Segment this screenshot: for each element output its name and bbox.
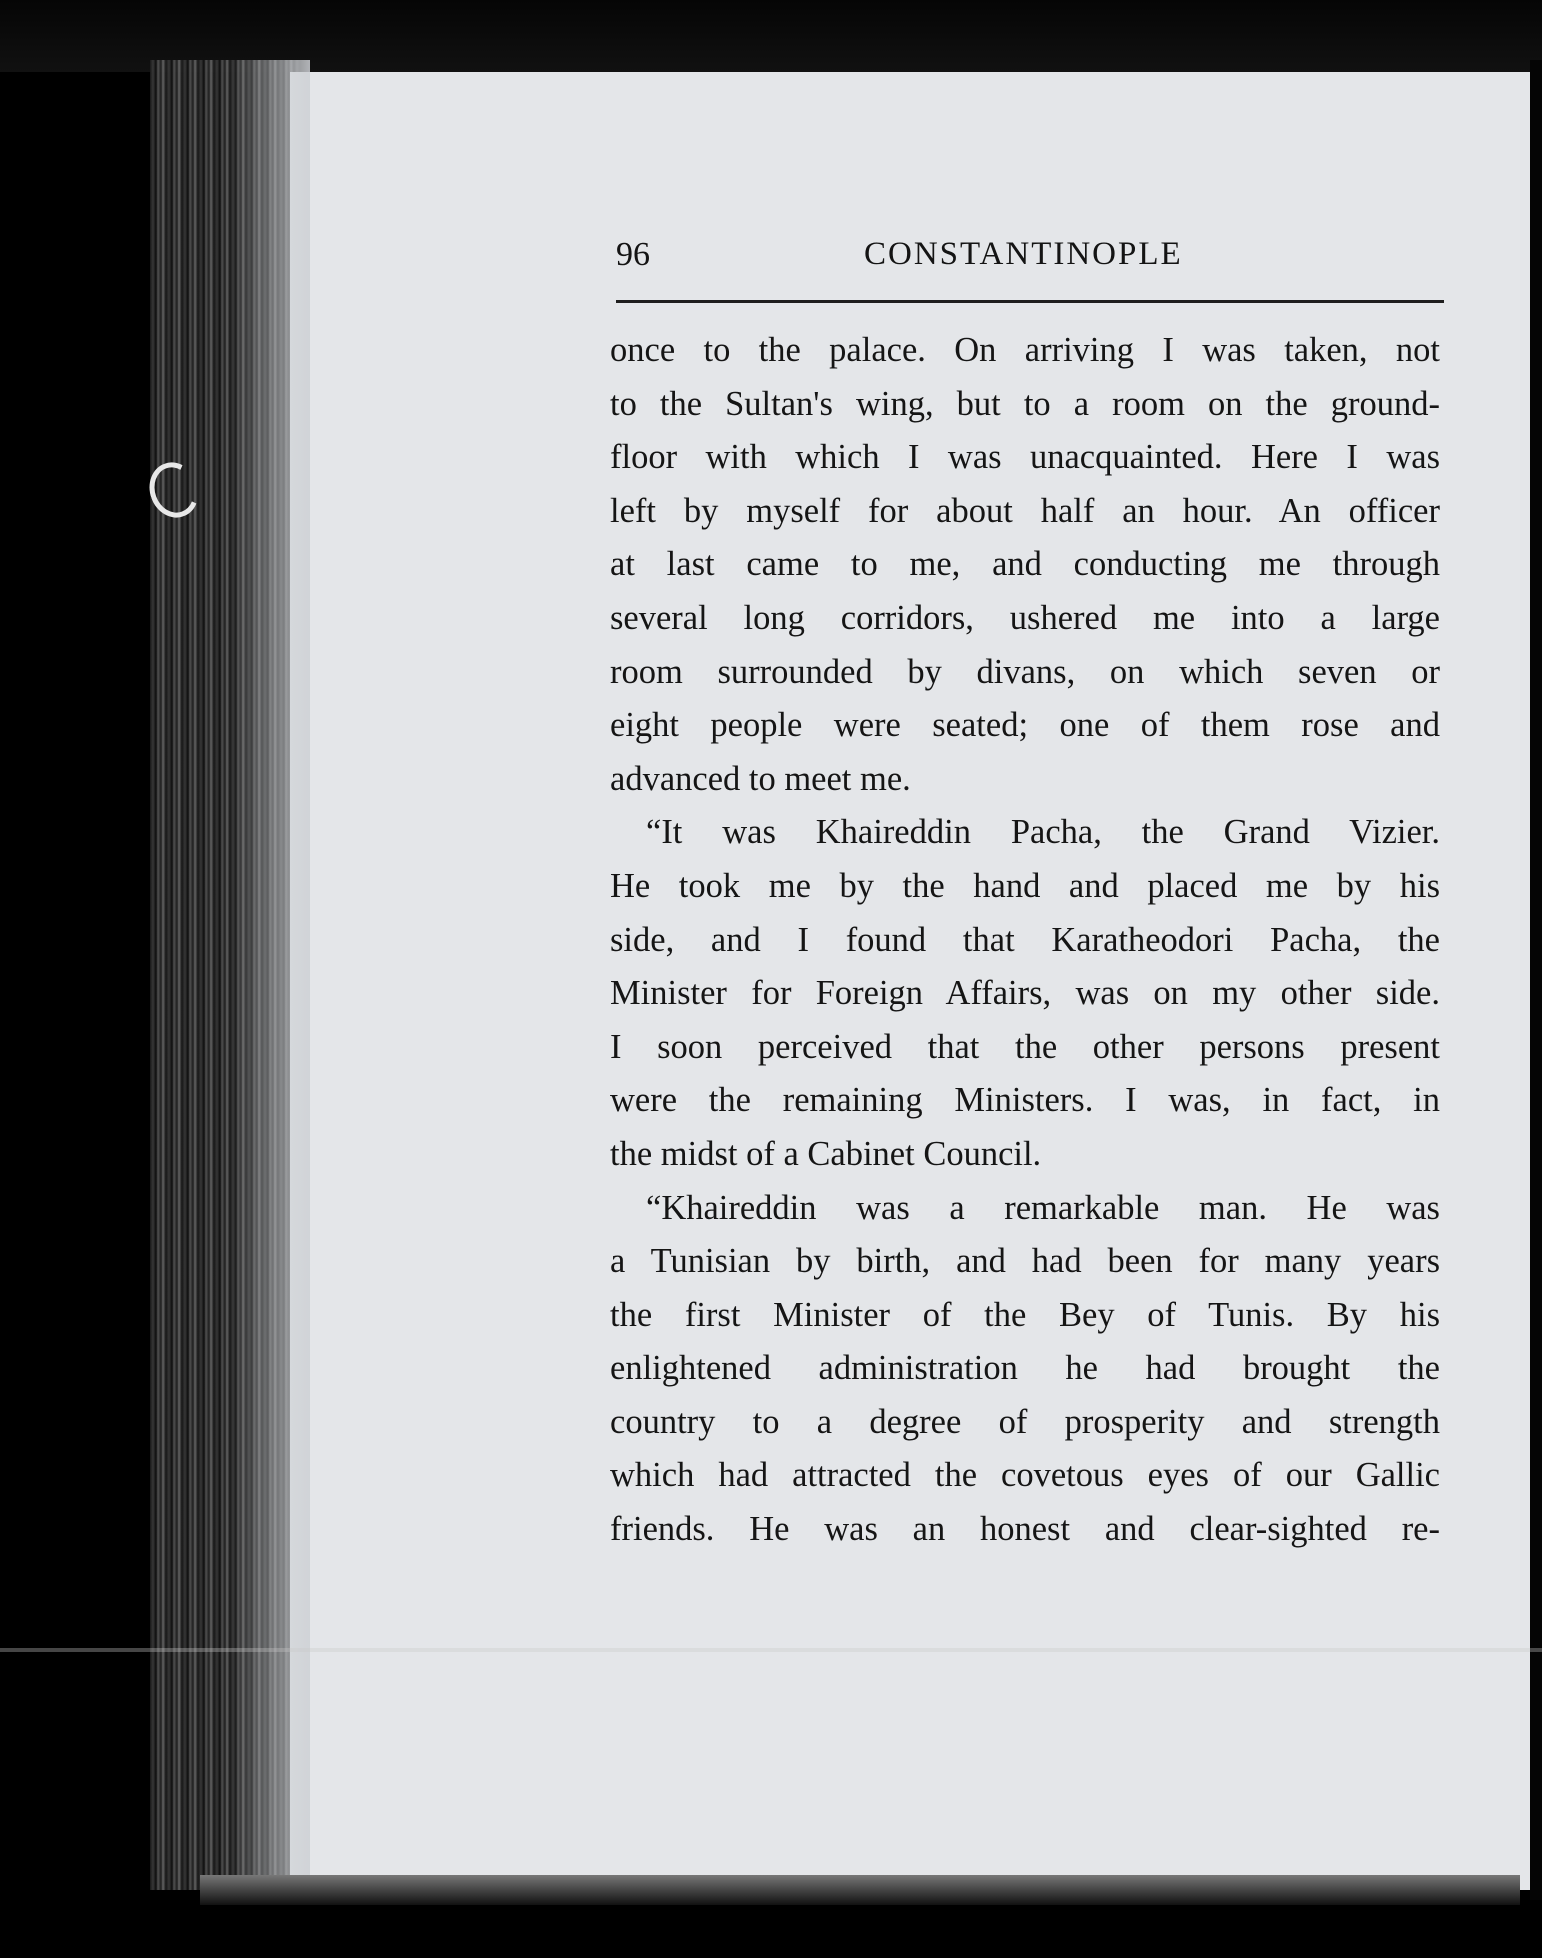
body-text bbox=[610, 324, 1440, 1557]
text-line: He took me by the hand and placed me by his bbox=[610, 866, 1440, 905]
page-bottom-edge bbox=[200, 1875, 1520, 1905]
text-line: to the Sultan's wing, but to a room on the ground- bbox=[610, 384, 1440, 423]
scan-artifact-line bbox=[0, 1648, 1542, 1652]
header-rule bbox=[616, 300, 1444, 303]
text-line: the midst of a Cabinet Council. bbox=[610, 1134, 1042, 1173]
text-line: were the remaining Ministers. I was, in fact, in bbox=[610, 1081, 1440, 1120]
text-line: a Tunisian by birth, and had been for many years bbox=[610, 1242, 1440, 1281]
text-line: “Khaireddin was a remarkable man. He was bbox=[646, 1188, 1440, 1227]
text-line: floor with which I was unacquainted. Here I was bbox=[610, 438, 1440, 477]
text-line: which had attracted the covetous eyes of our Gallic bbox=[610, 1456, 1440, 1495]
text-line: country to a degree of prosperity and strength bbox=[610, 1402, 1440, 1441]
text-line: several long corridors, ushered me into a large bbox=[610, 598, 1440, 637]
text-line: “It was Khaireddin Pacha, the Grand Vizier. bbox=[646, 813, 1440, 852]
text-line: enlightened administration he had brought the bbox=[610, 1349, 1440, 1388]
text-line: friends. He was an honest and clear-sighted re- bbox=[610, 1510, 1440, 1549]
running-title: CONSTANTINOPLE bbox=[864, 236, 1183, 272]
text-line: left by myself for about half an hour. An officer bbox=[610, 491, 1440, 530]
text-line: once to the palace. On arriving I was taken, not bbox=[610, 331, 1440, 369]
paragraph bbox=[610, 1182, 1440, 1557]
text-line: room surrounded by divans, on which seven or bbox=[610, 652, 1440, 691]
text-line: eight people were seated; one of them rose and bbox=[610, 706, 1440, 745]
text-line: side, and I found that Karatheodori Pacha, the bbox=[610, 920, 1440, 959]
running-head bbox=[616, 236, 1436, 292]
gutter-shadow bbox=[230, 60, 310, 1890]
text-line: at last came to me, and conducting me through bbox=[610, 545, 1440, 584]
paragraph bbox=[610, 806, 1440, 1181]
text-line: I soon perceived that the other persons present bbox=[610, 1027, 1440, 1066]
scan-background-right bbox=[1530, 60, 1542, 1900]
page-number: 96 bbox=[616, 236, 650, 273]
text-line: the first Minister of the Bey of Tunis. By his bbox=[610, 1295, 1440, 1334]
text-line: Minister for Foreign Affairs, was on my other side. bbox=[610, 974, 1440, 1013]
paragraph bbox=[610, 324, 1440, 806]
text-line: advanced to meet me. bbox=[610, 759, 911, 798]
